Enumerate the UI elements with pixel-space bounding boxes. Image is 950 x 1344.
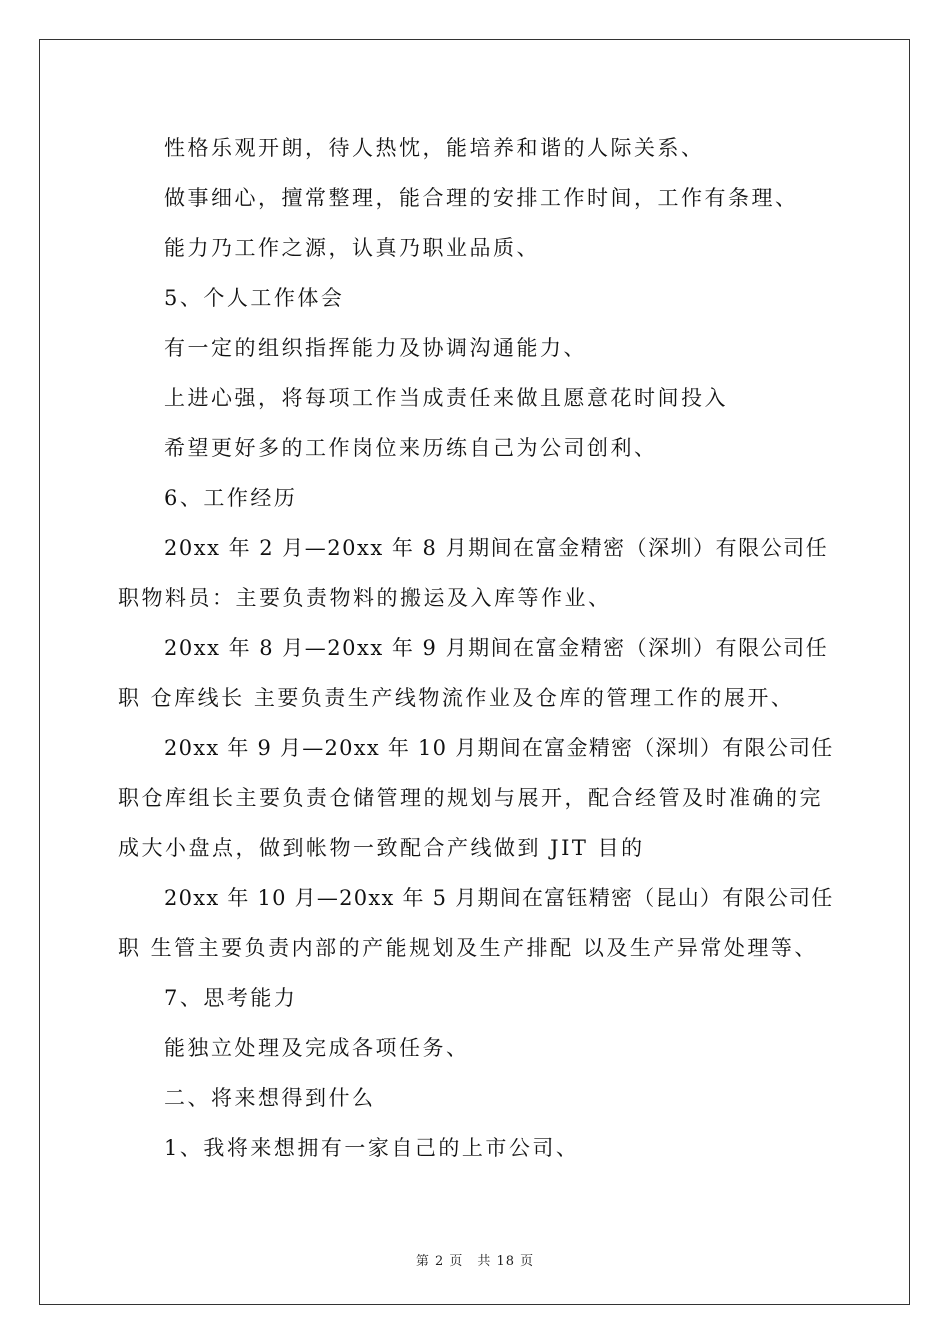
text-line: 职仓库组长主要负责仓储管理的规划与展开，配合经管及时准确的完 [118,786,823,810]
text-line: 职物料员：主要负责物料的搬运及入库等作业、 [118,586,612,610]
text-line: 职 生管主要负责内部的产能规划及生产排配 以及生产异常处理等、 [118,936,818,960]
text-line: 20xx 年 9 月—20xx 年 10 月期间在富金精密（深圳）有限公司任 [164,736,834,760]
page-footer [0,1250,950,1269]
text-line: 性格乐观开朗，待人热忱，能培养和谐的人际关系、 [164,136,705,160]
text-line: 职 仓库线长 主要负责生产线物流作业及仓库的管理工作的展开、 [118,686,795,710]
text-line: 20xx 年 2 月—20xx 年 8 月期间在富金精密（深圳）有限公司任 [164,536,829,560]
section-heading: 5、个人工作体会 [164,286,345,310]
page-number: 第 2 页 [415,1254,464,1269]
text-line: 能独立处理及完成各项任务、 [164,1036,470,1060]
section-heading: 6、工作经历 [164,486,298,510]
text-line: 希望更好多的工作岗位来历练自己为公司创利、 [164,436,658,460]
page-total: 共 18 页 [477,1254,535,1269]
page-border [39,39,910,1305]
text-line: 1、我将来想拥有一家自己的上市公司、 [164,1136,580,1160]
text-line: 20xx 年 10 月—20xx 年 5 月期间在富钰精密（昆山）有限公司任 [164,886,834,910]
section-heading: 7、思考能力 [164,986,298,1010]
text-line: 20xx 年 8 月—20xx 年 9 月期间在富金精密（深圳）有限公司任 [164,636,829,660]
text-line: 有一定的组织指挥能力及协调沟通能力、 [164,336,587,360]
text-line: 上进心强，将每项工作当成责任来做且愿意花时间投入 [164,386,728,410]
text-line: 能力乃工作之源，认真乃职业品质、 [164,236,540,260]
text-line: 做事细心，擅常整理，能合理的安排工作时间，工作有条理、 [164,186,799,210]
text-line: 成大小盘点，做到帐物一致配合产线做到 JIT 目的 [118,836,645,860]
section-heading: 二、将来想得到什么 [164,1086,376,1110]
